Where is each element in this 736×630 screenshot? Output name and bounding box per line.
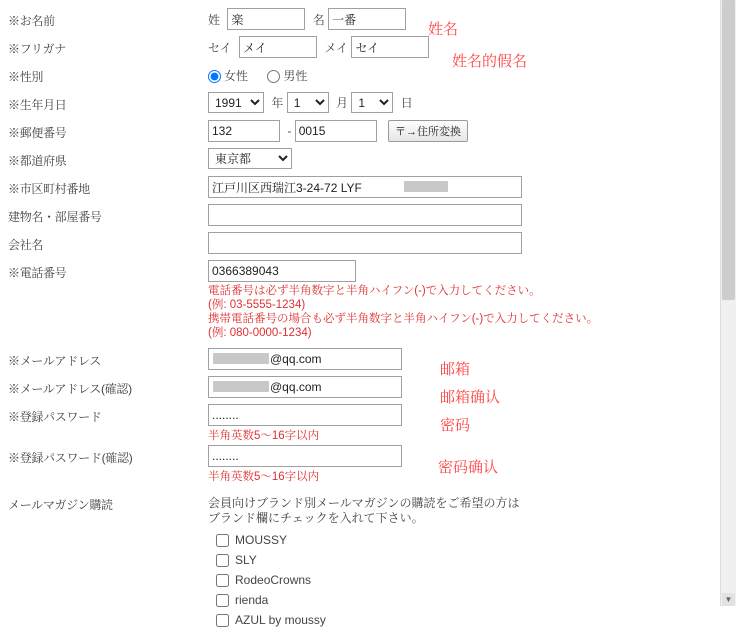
field-email-confirm	[208, 374, 736, 398]
birth-year-select[interactable]	[208, 92, 264, 113]
password-confirm-hint: 半角英数5～16字以内	[208, 471, 320, 483]
label-mei: 名	[312, 12, 325, 27]
label-phone: ※電話番号	[8, 266, 67, 280]
label-company: 会社名	[8, 238, 44, 252]
label-day-unit: 日	[400, 96, 413, 110]
label-name: ※お名前	[8, 14, 55, 28]
brand-checkbox-list	[208, 530, 736, 630]
form-row-password-confirm	[0, 443, 736, 484]
label-password-confirm: ※登録パスワード(確認)	[8, 451, 133, 465]
radio-male[interactable]	[267, 69, 307, 83]
annotation-email-confirm: 邮箱确认	[440, 389, 501, 406]
label-address: ※市区町村番地	[8, 182, 90, 196]
brand-checkbox-rodeocrowns[interactable]	[216, 574, 229, 587]
brand-checkbox-rienda[interactable]	[216, 594, 229, 607]
company-input[interactable]	[208, 232, 522, 254]
label-kana-mei: メイ	[324, 40, 349, 55]
brand-label: RodeoCrowns	[235, 573, 312, 587]
redaction-mask	[213, 381, 269, 392]
brand-checkbox-moussy[interactable]	[216, 534, 229, 547]
redaction-mask	[404, 181, 448, 192]
birth-month-select[interactable]	[287, 92, 329, 113]
label-email: ※メールアドレス	[8, 354, 102, 368]
kana-mei-input[interactable]	[351, 36, 429, 58]
form-row-email	[0, 346, 736, 374]
form-row-magazine	[0, 490, 736, 630]
magazine-description	[208, 492, 638, 526]
label-sei: 姓	[208, 12, 221, 27]
form-row-building	[0, 202, 736, 230]
postal-convert-button[interactable]: 〒→住所変換	[388, 120, 468, 142]
form-row-kana	[0, 34, 736, 62]
label-gender: ※性別	[8, 70, 44, 84]
postal-first-input[interactable]	[208, 120, 280, 142]
label-birthday: ※生年月日	[8, 98, 67, 112]
postal-second-input[interactable]	[295, 120, 377, 142]
scrollbar[interactable]	[720, 0, 736, 606]
field-magazine	[208, 490, 736, 630]
annotation-email: 邮箱	[440, 361, 471, 378]
brand-checkbox-azul[interactable]	[216, 614, 229, 627]
phone-note-line3: 携帯電話番号の場合も必ず半角数字と半角ハイフン(-)で入力してください。	[208, 313, 599, 325]
label-month-unit: 月	[336, 96, 349, 110]
field-kana	[208, 34, 736, 58]
radio-male-label: 男性	[283, 69, 308, 83]
field-gender	[208, 62, 736, 84]
label-kana: ※フリガナ	[8, 42, 66, 56]
password-hint: 半角英数5～16字以内	[208, 430, 320, 442]
label-password: ※登録パスワード	[8, 410, 102, 424]
form-row-address	[0, 174, 736, 202]
brand-label: AZUL by moussy	[235, 613, 326, 627]
form-row-phone	[0, 258, 736, 340]
label-building: 建物名・部屋番号	[8, 210, 102, 224]
field-email	[208, 346, 736, 370]
form-row-name	[0, 6, 736, 34]
phone-note	[208, 284, 628, 340]
password-confirm-input[interactable]	[208, 445, 402, 467]
brand-checkbox-item[interactable]	[208, 570, 736, 590]
radio-female-input[interactable]	[208, 70, 221, 83]
form-row-email-confirm	[0, 374, 736, 402]
brand-checkbox-item[interactable]	[208, 550, 736, 570]
field-phone	[208, 258, 736, 340]
field-birthday	[208, 90, 736, 113]
field-password-confirm	[208, 443, 736, 484]
field-company	[208, 230, 736, 254]
phone-note-line1: 電話番号は必ず半角数字と半角ハイフン(-)で入力してください。	[208, 285, 541, 297]
magazine-desc-line1: 会員向けブランド別メールマガジンの購読をご希望の方は	[208, 496, 520, 510]
brand-checkbox-item[interactable]	[208, 590, 736, 610]
magazine-desc-line2: ブランド欄にチェックを入れて下さい。	[208, 511, 424, 525]
field-building	[208, 202, 736, 226]
field-prefecture	[208, 146, 736, 169]
address-input[interactable]	[208, 176, 522, 198]
radio-female-label: 女性	[224, 69, 249, 83]
password-input[interactable]	[208, 404, 402, 426]
label-kana-sei: セイ	[208, 40, 232, 55]
scroll-down-icon[interactable]: ▼	[722, 593, 735, 606]
brand-label: rienda	[235, 593, 269, 607]
kana-sei-input[interactable]	[239, 36, 317, 58]
form-row-prefecture	[0, 146, 736, 174]
brand-checkbox-item[interactable]	[208, 610, 736, 630]
form-row-birthday	[0, 90, 736, 118]
brand-checkbox-item[interactable]	[208, 530, 736, 550]
prefecture-select[interactable]	[208, 148, 292, 169]
field-address	[208, 174, 736, 198]
redaction-mask	[213, 353, 269, 364]
label-prefecture: ※都道府県	[8, 154, 67, 168]
brand-label: SLY	[235, 553, 257, 567]
form-row-password	[0, 402, 736, 443]
field-name	[208, 6, 736, 30]
form-row-company	[0, 230, 736, 258]
email-confirm-maskfield	[208, 376, 402, 398]
annotation-name: 姓名	[428, 21, 459, 38]
brand-label: MOUSSY	[235, 533, 288, 547]
email-maskfield	[208, 348, 402, 370]
field-password	[208, 402, 736, 443]
sei-input[interactable]	[227, 8, 305, 30]
field-postal	[208, 118, 736, 142]
mei-input[interactable]	[328, 8, 406, 30]
radio-male-input[interactable]	[267, 70, 280, 83]
address-maskfield	[208, 176, 522, 198]
building-input[interactable]	[208, 204, 522, 226]
label-postal: ※郵便番号	[8, 126, 67, 140]
label-email-confirm: ※メールアドレス(確認)	[8, 382, 132, 396]
annotation-kana: 姓名的假名	[452, 53, 528, 70]
phone-note-line2: (例: 03-5555-1234)	[208, 299, 306, 311]
form-row-gender	[0, 62, 736, 90]
brand-checkbox-sly[interactable]	[216, 554, 229, 567]
radio-female[interactable]	[208, 69, 248, 83]
scrollbar-thumb[interactable]	[722, 0, 735, 300]
annotation-password: 密码	[440, 417, 471, 434]
birth-day-select[interactable]	[351, 92, 393, 113]
annotation-password-confirm: 密码确认	[438, 459, 499, 476]
label-year-unit: 年	[271, 96, 284, 110]
postal-separator: -	[287, 124, 292, 138]
label-magazine: メールマガジン購読	[8, 498, 113, 512]
phone-note-line4: (例: 080-0000-1234)	[208, 327, 312, 339]
form-row-postal	[0, 118, 736, 146]
phone-input[interactable]	[208, 260, 356, 282]
